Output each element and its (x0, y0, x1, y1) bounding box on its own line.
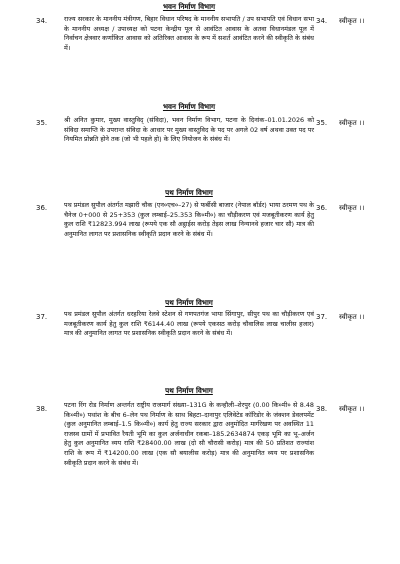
decision-status: स्वीकृत ।। (339, 313, 365, 321)
item-text: श्री अनित कुमार, मुख्य वास्तुविद् (संविदा), भवन निर्माण विभाग, पटना के दिनांक–01.01.2026 को संविदा समाप्ति के उपरान्त संविदा के आधार पर मुख्य वास्तुविद के पद पर अगले 02 वर्ष अथवा उक्त पद पर नियमित प्रोन्नति होने तक (जो भी पहले हो) के लिए नियोजन के संबंध में। (64, 116, 314, 144)
decision-status: स्वीकृत ।। (339, 17, 365, 25)
item-number: 35. (36, 119, 48, 127)
item-text: राज्य सरकार के माननीय मंत्रीगण, बिहार विधान परिषद के माननीय सभापति / उप सभापति एवं विधान सभा के माननीय अध्यक्ष / उपाध्यक्ष को पटना केन्द्रीय पूल से आवंटित आवास के अतवा विधानमंडल पूल में निर्वाचन क्षेत्रवार कर्णाकित आवास को अतिरिक्त आवास के रूप में सशर्त आवंटित करने की स्वीकृति के संबंध में। (64, 15, 314, 52)
decision-status: स्वीकृत ।। (339, 204, 365, 212)
decision-status: स्वीकृत ।। (339, 119, 365, 127)
department-heading: पथ निर्माण विभाग (165, 188, 213, 197)
department-heading: भवन निर्माण विभाग (162, 102, 216, 111)
decision-number: 37. (316, 313, 328, 321)
decision-status: स्वीकृत ।। (339, 405, 365, 413)
department-heading: पथ निर्माण विभाग (165, 386, 213, 395)
department-heading: पथ निर्माण विभाग (165, 298, 213, 307)
item-number: 38. (36, 405, 48, 413)
item-text: पथ प्रमंडल सुपौल अंतर्गत मझारी चौक (एन०एच०–27) से फर्बीसी बाजार (नेपाल बॉर्डर) भाया ठरमण पथ के चैनेज 0+000 से 25+353 (कुल लम्बाई–25.353 कि०मी०) का चौड़ीकरण एवं मजबूतीकरण कार्य हेतु कुल राशि ₹12823.994 लाख (रूपये एक सौ अट्ठाईस करोड़ तेइस लाख निन्यानवे हजार चार सौ) मात्र की अनुमानित लागत पर प्रशासनिक स्वीकृति प्रदान करने के संबंध में। (64, 201, 314, 238)
agenda-item-38 (0, 380, 400, 564)
agenda-item-37 (0, 294, 400, 380)
decision-number: 35. (316, 119, 328, 127)
agenda-item-35 (0, 96, 400, 188)
item-text: पटना रिंग रोड निर्माण अन्तर्गत राष्ट्रीय राजमार्ग संख्या–131G के कन्हौली–शेरपुर (0.00 कि०मी० से 8.48 कि०मी०) पथांश के बीच 6–लेन पथ निर्माण के साथ बिहटा–दानापुर एलिवेटेड कॉरिडोर के जंक्शन डेवलपमेंट (कुल अनुमानित लम्बाई–1.5 कि०मी०) कार्य हेतु राज्य सरकार द्वारा अनुमोदित मार्गरेखण पर अवस्थित 11 राजस्व ग्रामों में प्रभावित रैयती भूमि का कुल अर्जनाधीन रकबा–185.2634874 एकड़ भूमि का भू–अर्जन हेतु कुल अनुमानित व्यय राशि ₹28400.00 लाख (दो सौ चौरासी करोड़) मात्र की 50 प्रतिशत राज्यांश राशि के रूप में ₹14200.00 लाख (एक सौ बयालीस करोड़) मात्र की अनुमानित व्यय पर प्रशासनिक स्वीकृति प्रदान करने के संबंध में। (64, 401, 314, 467)
item-text: पथ प्रमंडल सुपौल अंतर्गत धरहरिया रेलवे स्टेशन से गणपतगंज भाया सिंगापुर, सीपुर पथ का चौड़ीकरण एवं मजबूतीकरण कार्य हेतु कुल राशि ₹6144.40 लाख (रूपये एकसठ करोड़ चौवालिस लाख चालीस हजार) मात्र की अनुमानित लागत पर प्रशासनिक स्वीकृति प्रदान करने के संबंध में। (64, 310, 314, 338)
agenda-item-34 (0, 0, 400, 96)
decision-number: 36. (316, 204, 328, 212)
decision-number: 34. (316, 17, 328, 25)
item-number: 36. (36, 204, 48, 212)
agenda-item-36 (0, 186, 400, 294)
department-heading: भवन निर्माण विभाग (162, 2, 216, 11)
decision-number: 38. (316, 405, 328, 413)
item-number: 34. (36, 17, 48, 25)
item-number: 37. (36, 313, 48, 321)
